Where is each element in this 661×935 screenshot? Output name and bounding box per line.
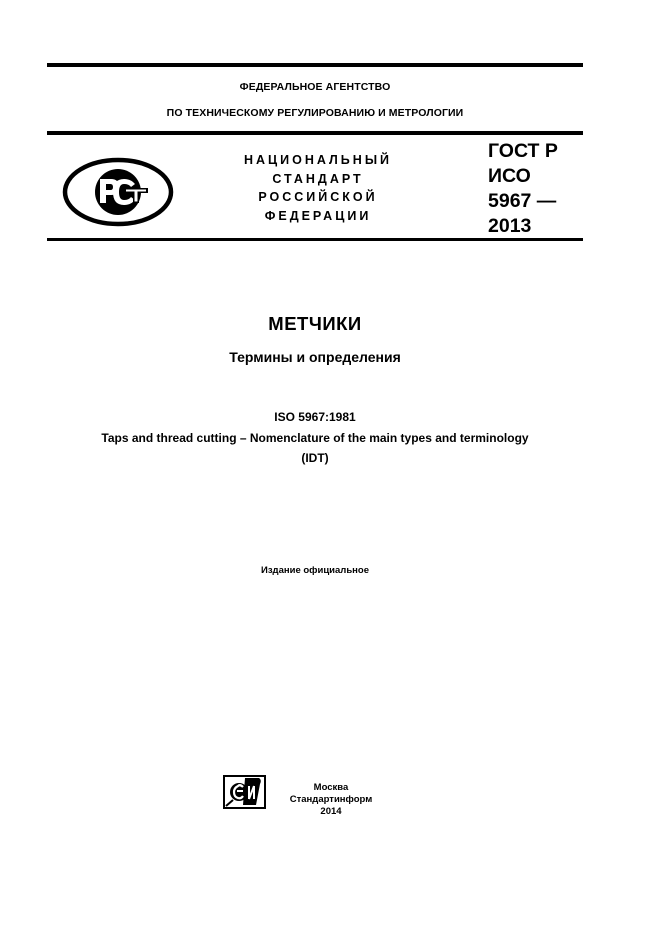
gost-line: ИСО bbox=[488, 165, 531, 187]
publication-year: 2014 bbox=[320, 806, 342, 817]
standartinform-logo-icon bbox=[223, 775, 266, 809]
english-title: Taps and thread cutting – Nomenclature of the main types and terminology bbox=[101, 431, 529, 445]
rst-certification-mark-icon bbox=[62, 157, 174, 227]
national-line: НАЦИОНАЛЬНЫЙ bbox=[243, 153, 393, 167]
document-subtitle: Термины и определения bbox=[229, 349, 401, 365]
publisher-city: Москва bbox=[313, 782, 349, 793]
iso-code: ISO 5967:1981 bbox=[274, 410, 356, 424]
gost-line: 5967 — bbox=[488, 190, 557, 212]
national-standard-label bbox=[230, 151, 406, 225]
gost-line: ГОСТ Р bbox=[488, 140, 558, 162]
national-line: РОССИЙСКОЙ bbox=[258, 190, 378, 204]
publisher-info bbox=[286, 782, 376, 818]
top-rule bbox=[47, 63, 583, 67]
gost-line: 2013 bbox=[488, 215, 532, 237]
header-rule bbox=[47, 131, 583, 135]
agency-name-line1: ФЕДЕРАЛЬНОЕ АГЕНТСТВО bbox=[239, 81, 391, 93]
equivalence-marker: (IDT) bbox=[301, 451, 329, 465]
edition-note: Издание официальное bbox=[261, 565, 369, 576]
national-line: ФЕДЕРАЦИИ bbox=[264, 208, 372, 223]
national-line: СТАНДАРТ bbox=[272, 171, 364, 186]
document-title: МЕТЧИКИ bbox=[268, 313, 362, 334]
publisher-name: Стандартинформ bbox=[289, 794, 373, 805]
gost-designation bbox=[488, 139, 558, 239]
standard-block-rule bbox=[47, 238, 583, 241]
agency-name-line2: ПО ТЕХНИЧЕСКОМУ РЕГУЛИРОВАНИЮ И МЕТРОЛОГИИ bbox=[166, 107, 464, 119]
